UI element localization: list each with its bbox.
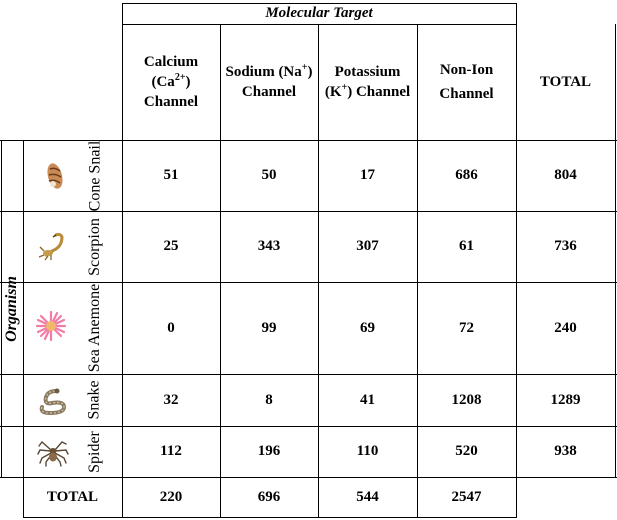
cone-snail-calcium: 51 bbox=[163, 167, 179, 184]
header-nonion-line1: Non-Ion bbox=[439, 62, 494, 78]
scorpion-nonion: 61 bbox=[459, 238, 474, 255]
header-potassium-sup: + bbox=[341, 82, 348, 93]
scorpion-sodium: 343 bbox=[257, 238, 281, 255]
header-sodium-line1-end: ) bbox=[307, 63, 313, 80]
spider-sodium: 196 bbox=[257, 443, 281, 460]
header-calcium-line2: (Ca bbox=[151, 73, 175, 90]
header-potassium-line2: (K bbox=[324, 84, 342, 100]
snake-sodium: 8 bbox=[265, 391, 273, 408]
header-total: TOTAL bbox=[539, 73, 592, 90]
scorpion-calcium: 25 bbox=[163, 238, 179, 255]
spider-total: 938 bbox=[554, 443, 577, 460]
organism-group-label: Organism bbox=[3, 275, 21, 342]
snake-calcium: 32 bbox=[163, 391, 179, 408]
header-nonion-line2: Channel bbox=[439, 86, 494, 102]
header-sodium-channel bbox=[220, 24, 318, 140]
snake-icon bbox=[36, 383, 70, 417]
sea-anemone-calcium: 0 bbox=[167, 319, 175, 336]
sea-anemone-sodium: 99 bbox=[261, 319, 277, 336]
header-potassium-channel bbox=[318, 24, 417, 140]
scorpion-icon bbox=[36, 229, 70, 263]
header-calcium-line1: Calcium bbox=[143, 53, 199, 70]
header-non-ion-channel bbox=[417, 24, 516, 140]
header-sodium-line1: Sodium (Na bbox=[225, 63, 302, 80]
spider-icon bbox=[36, 434, 70, 468]
sea-anemone-potassium: 69 bbox=[360, 319, 375, 336]
total-sodium: 696 bbox=[257, 488, 281, 505]
header-potassium-line2-end: ) Channel bbox=[347, 84, 411, 100]
sea-anemone-nonion: 72 bbox=[459, 319, 474, 336]
organism-name-snake: Snake bbox=[86, 380, 104, 420]
spider-calcium: 112 bbox=[160, 443, 182, 460]
organism-name-scorpion: Scorpion bbox=[86, 217, 103, 276]
totals-row-label: TOTAL bbox=[46, 488, 99, 505]
total-nonion: 2547 bbox=[451, 488, 482, 505]
header-calcium-channel bbox=[122, 24, 220, 140]
cone-snail-total: 804 bbox=[554, 167, 577, 184]
cone-snail-nonion: 686 bbox=[455, 167, 478, 184]
header-sodium-line2: Channel bbox=[241, 84, 297, 100]
organism-name-spider: Spider bbox=[86, 430, 103, 473]
header-potassium-line1: Potassium bbox=[334, 63, 401, 80]
total-calcium: 220 bbox=[159, 488, 183, 505]
cone-snail-potassium: 17 bbox=[360, 167, 375, 184]
molecular-target-title: Molecular Target bbox=[265, 5, 373, 22]
organism-name-sea-anemone: Sea Anemone bbox=[86, 283, 104, 373]
header-calcium-line2-end: ) bbox=[185, 73, 191, 90]
snake-nonion: 1208 bbox=[451, 391, 482, 408]
sea-anemone-icon bbox=[34, 309, 68, 343]
scorpion-potassium: 307 bbox=[356, 238, 379, 255]
sea-anemone-total: 240 bbox=[554, 319, 577, 336]
header-calcium-sup: 2+ bbox=[174, 71, 186, 83]
scorpion-total: 736 bbox=[554, 238, 577, 255]
snake-potassium: 41 bbox=[360, 391, 375, 408]
cone-snail-sodium: 50 bbox=[261, 167, 277, 184]
organism-name-cone-snail: Cone Snail bbox=[86, 140, 104, 211]
total-potassium: 544 bbox=[356, 488, 379, 505]
header-calcium-line3: Channel bbox=[143, 94, 199, 111]
spider-potassium: 110 bbox=[356, 443, 379, 460]
spider-nonion: 520 bbox=[455, 443, 478, 460]
cone-snail-icon bbox=[38, 159, 72, 193]
header-sodium-sup: + bbox=[301, 61, 308, 73]
snake-total: 1289 bbox=[550, 391, 581, 408]
